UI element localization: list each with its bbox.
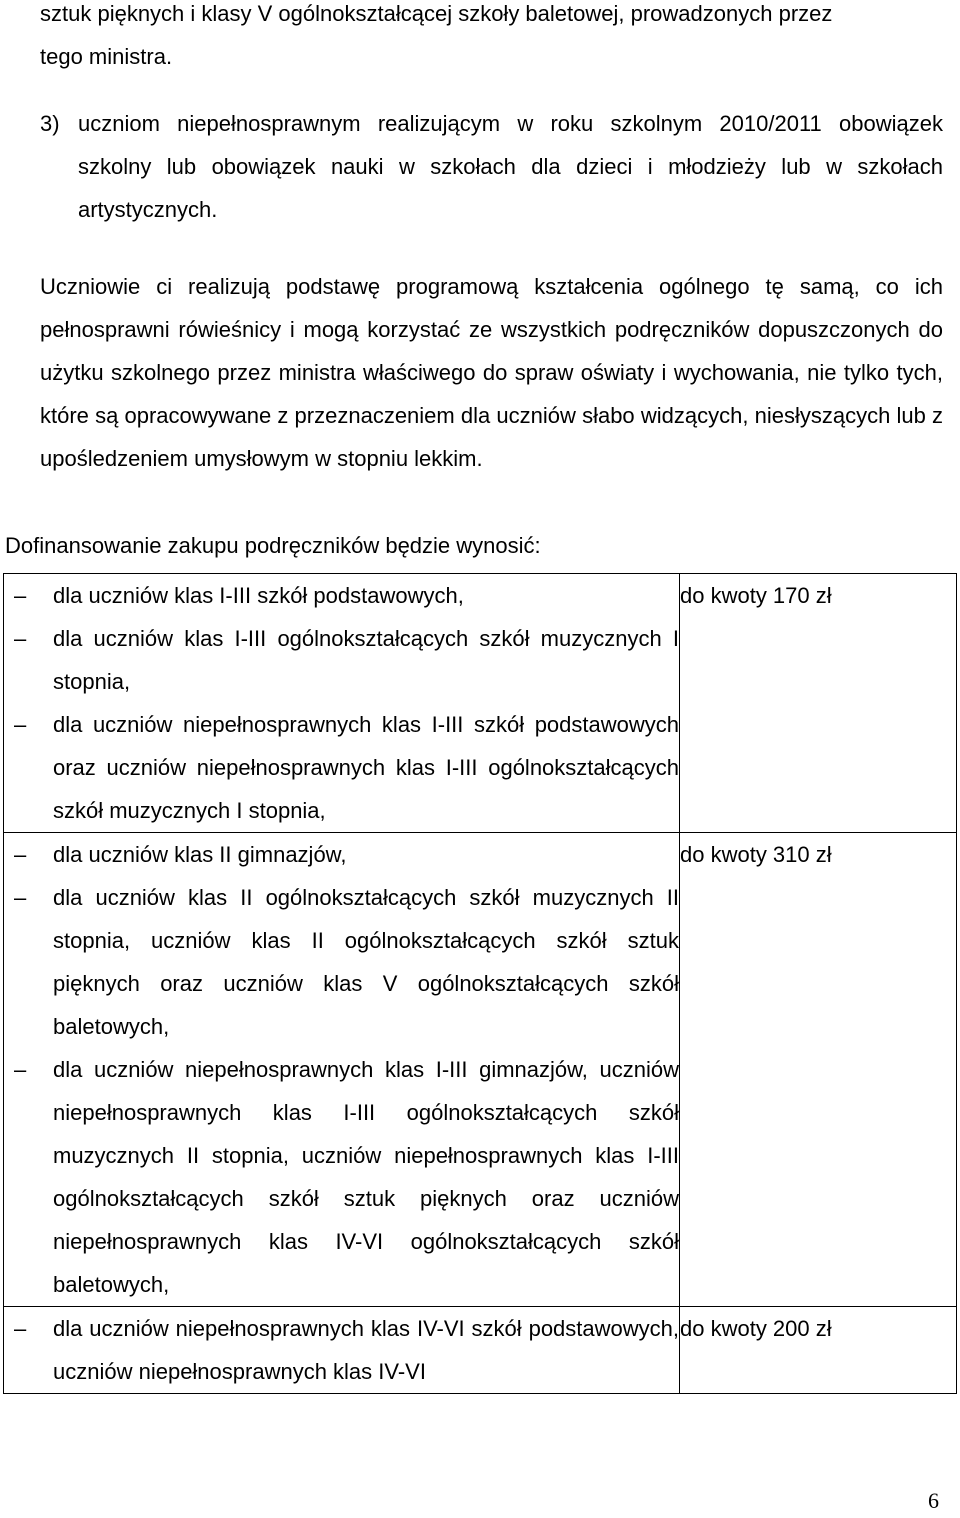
page-number: 6 (928, 1488, 939, 1513)
funding-item (4, 703, 679, 832)
dash-bullet: – (14, 885, 27, 910)
funding-item-text: dla uczniów niepełnosprawnych klas I-III szkół podstawowych oraz uczniów niepełnosprawnych klas I-III ogólnokształcących szkół muzycznych I stopnia, (53, 712, 679, 823)
funding-row (4, 574, 957, 833)
funding-items-cell (4, 833, 680, 1307)
funding-row (4, 1307, 957, 1394)
dash-bullet: – (14, 712, 27, 737)
funding-item (4, 1307, 679, 1393)
funding-item (4, 876, 679, 1048)
funding-items-cell (4, 574, 680, 833)
continuation-line-1: sztuk pięknych i klasy V ogólnokształcącej szkoły baletowej, prowadzonych przez (40, 1, 833, 26)
funding-item-text: dla uczniów klas II gimnazjów, (53, 842, 347, 867)
funding-item-text: dla uczniów niepełnosprawnych klas I-III gimnazjów, uczniów niepełnosprawnych klas I-III ogólnokształcących szkół muzycznych II stopnia, uczniów niepełnosprawnych klas I-III ogólnokształcących szkół sztuk pięknych oraz uczniów niepełnosprawnych klas IV-VI ogólnokształcących szkół baletowych, (53, 1057, 679, 1297)
dash-bullet: – (14, 1316, 27, 1341)
funding-item-text: dla uczniów klas II ogólnokształcących szkół muzycznych II stopnia, uczniów klas II ogólnokształcących szkół sztuk pięknych oraz uczniów klas V ogólnokształcących szkół baletowych, (53, 885, 679, 1039)
funding-item-text: dla uczniów niepełnosprawnych klas IV-VI szkół podstawowych, uczniów niepełnosprawnych klas IV-VI (53, 1316, 679, 1384)
list-item-3 (40, 102, 943, 231)
funding-item (4, 617, 679, 703)
funding-item (4, 574, 679, 617)
list-item-text: uczniom niepełnosprawnym realizującym w roku szkolnym 2010/2011 obowiązek szkolny lub obowiązek nauki w szkołach dla dzieci i młodzieży lub w szkołach artystycznych. (78, 111, 943, 222)
funding-item-text: dla uczniów klas I-III szkół podstawowych, (53, 583, 464, 608)
dash-bullet: – (14, 583, 27, 608)
funding-items-cell (4, 1307, 680, 1394)
body-paragraph: Uczniowie ci realizują podstawę programową kształcenia ogólnego tę samą, co ich pełnosprawni rówieśnicy i mogą korzystać ze wszystkich podręczników dopuszczonych do użytku szkolnego przez ministra właściwego do spraw oświaty i wychowania, nie tylko tych, które są opracowywane z przeznaczeniem dla uczniów słabo widzących, niesłyszących lub z upośledzeniem umysłowym w stopniu lekkim. (40, 274, 943, 471)
funding-amount: do kwoty 310 zł (680, 833, 957, 1307)
funding-item (4, 1048, 679, 1306)
funding-item (4, 833, 679, 876)
dash-bullet: – (14, 842, 27, 867)
funding-row (4, 833, 957, 1307)
dash-bullet: – (14, 1057, 27, 1082)
funding-heading: Dofinansowanie zakupu podręczników będzie wynosić: (5, 533, 541, 558)
funding-amount: do kwoty 200 zł (680, 1307, 957, 1394)
continuation-line-2: tego ministra. (40, 44, 173, 69)
funding-amount: do kwoty 170 zł (680, 574, 957, 833)
funding-table (3, 573, 957, 1394)
funding-item-text: dla uczniów klas I-III ogólnokształcących szkół muzycznych I stopnia, (53, 626, 679, 694)
dash-bullet: – (14, 626, 27, 651)
list-item-number: 3) (40, 111, 60, 136)
